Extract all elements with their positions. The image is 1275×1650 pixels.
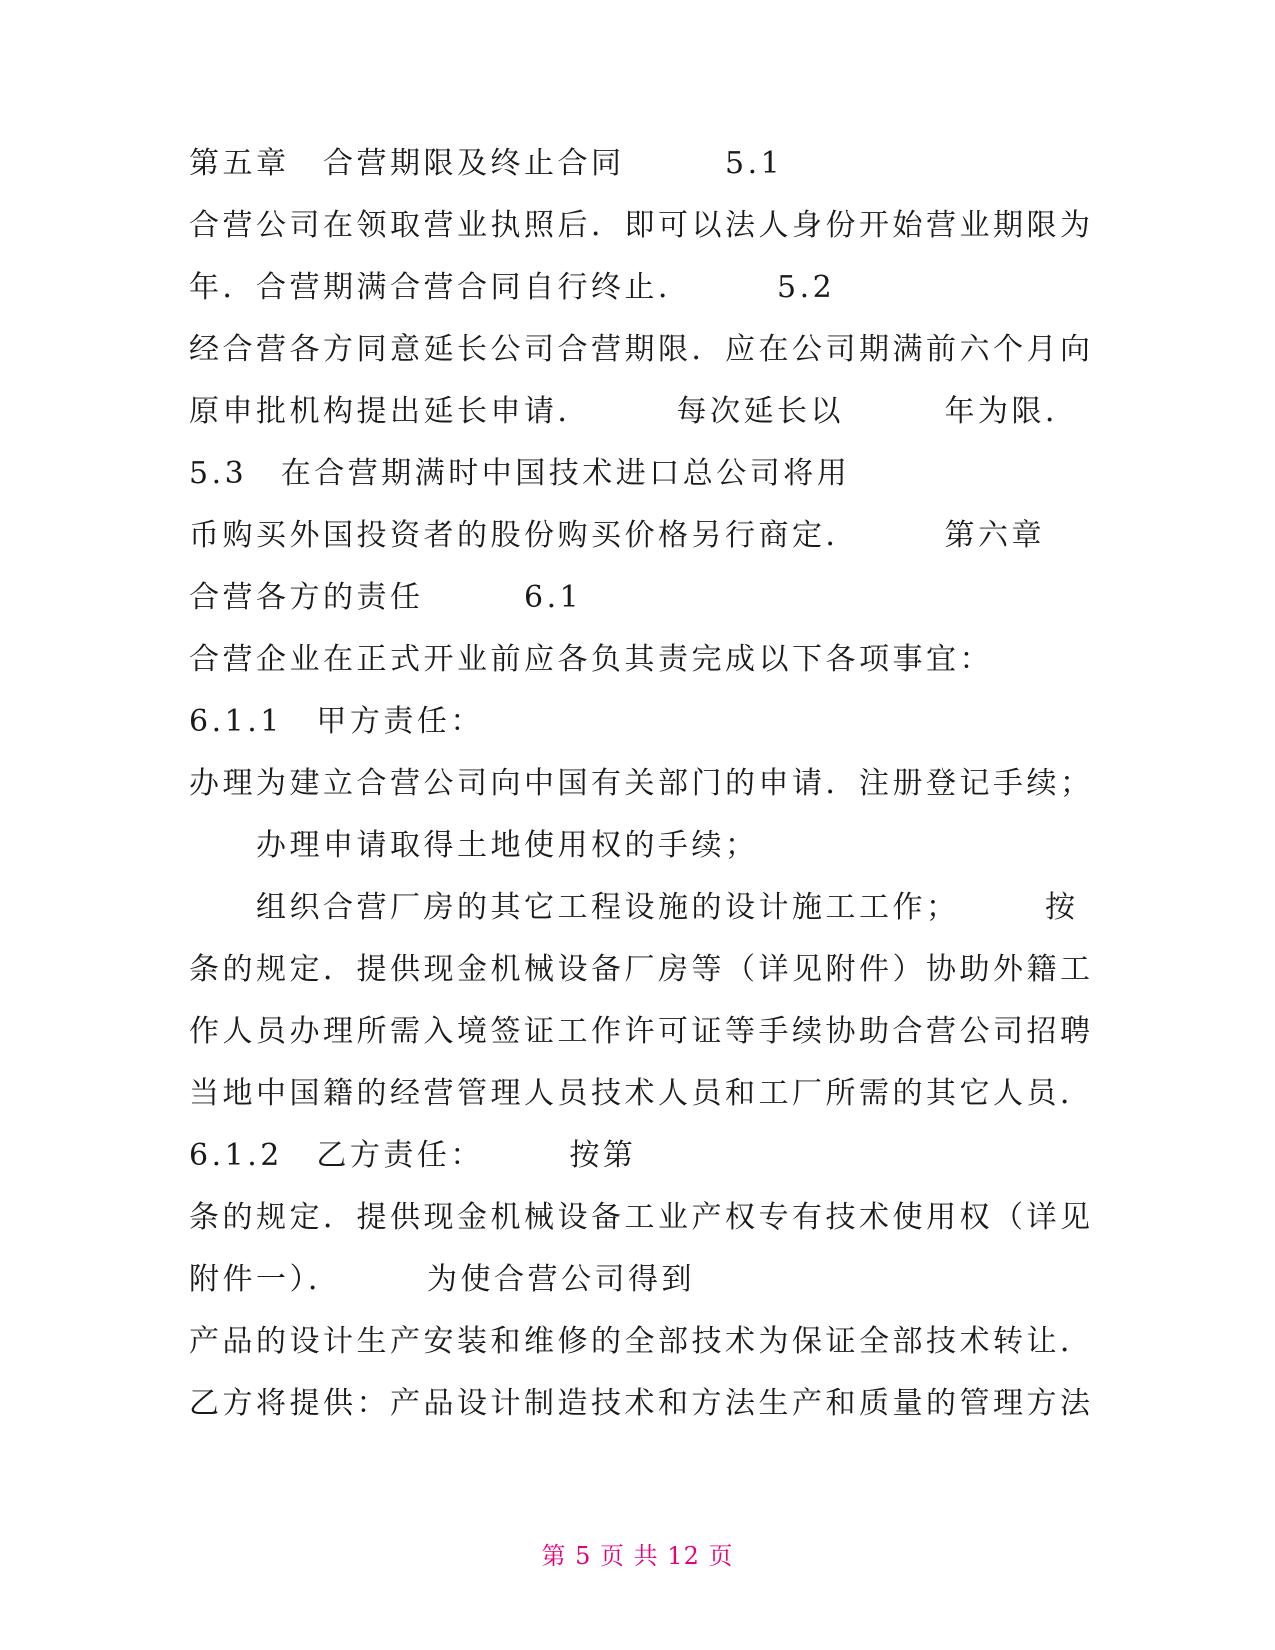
text-line-3: 年．合营期满合营合同自行终止． 5.2 <box>189 270 836 305</box>
text-line-18: 条的规定．提供现金机械设备工业产权专有技术使用权（详见 <box>189 1200 1094 1235</box>
text-line-14: 条的规定．提供现金机械设备厂房等（详见附件）协助外籍工 <box>189 952 1094 987</box>
page-number-footer: 第 5 页 共 12 页 <box>541 1542 734 1570</box>
text-line-17: 6.1.2 乙方责任： 按第 <box>189 1138 637 1173</box>
text-line-13: 组织合营厂房的其它工程设施的设计施工工作； 按 <box>189 890 1079 925</box>
text-line-20: 产品的设计生产安装和维修的全部技术为保证全部技术转让． <box>189 1324 1094 1359</box>
text-line-12: 办理申请取得土地使用权的手续； <box>189 828 759 863</box>
text-line-10: 6.1.1 甲方责任： <box>189 704 484 739</box>
text-line-5: 原申批机构提出延长申请． 每次延长以 年为限． <box>189 394 1079 429</box>
text-line-8: 合营各方的责任 6.1 <box>189 580 583 615</box>
text-line-16: 当地中国籍的经营管理人员技术人员和工厂所需的其它人员． <box>189 1076 1094 1111</box>
text-line-1: 第五章 合营期限及终止合同 5.1 <box>189 146 784 181</box>
text-line-9: 合营企业在正式开业前应各负其责完成以下各项事宜： <box>189 642 993 677</box>
text-line-4: 经合营各方同意延长公司合营期限．应在公司期满前六个月向 <box>189 332 1094 367</box>
text-line-6: 5.3 在合营期满时中国技术进口总公司将用 <box>189 456 851 491</box>
text-line-2: 合营公司在领取营业执照后．即可以法人身份开始营业期限为 <box>189 208 1094 243</box>
text-line-15: 作人员办理所需入境签证工作许可证等手续协助合营公司招聘 <box>189 1014 1094 1049</box>
text-line-7: 币购买外国投资者的股份购买价格另行商定． 第六章 <box>189 518 1045 553</box>
text-line-21: 乙方将提供：产品设计制造技术和方法生产和质量的管理方法 <box>189 1386 1094 1421</box>
text-line-19: 附件一）． 为使合营公司得到 <box>189 1262 695 1297</box>
text-line-11: 办理为建立合营公司向中国有关部门的申请．注册登记手续； <box>189 766 1094 801</box>
